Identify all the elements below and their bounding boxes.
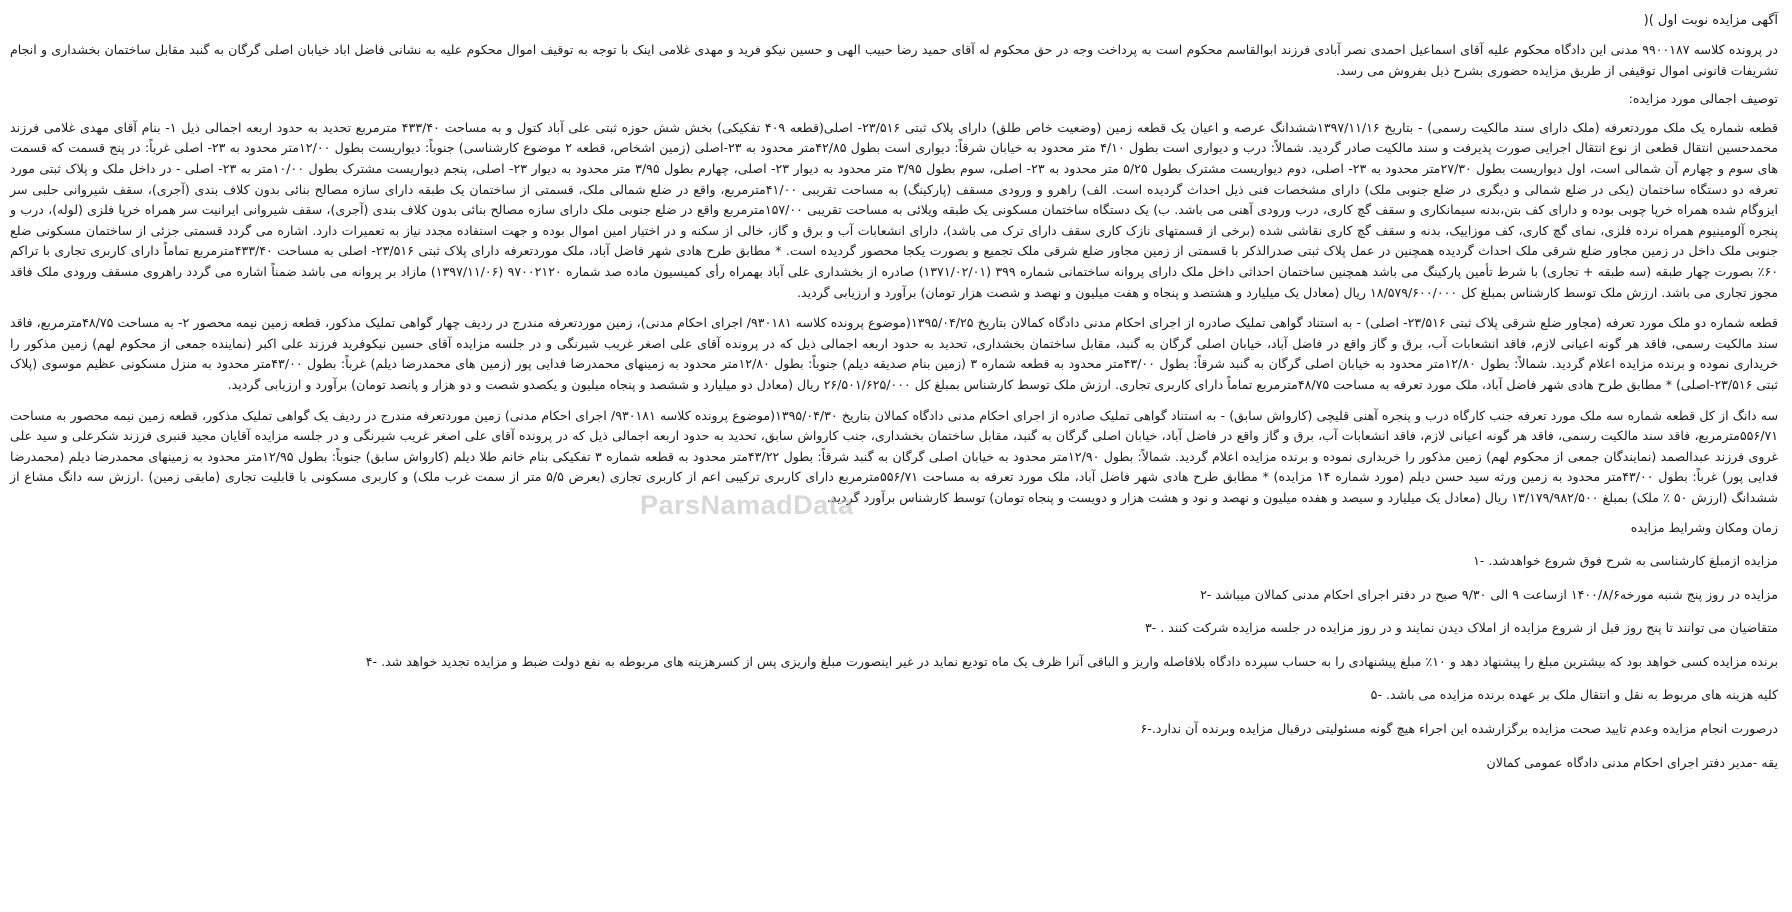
property-item-1: قطعه شماره یک ملک موردتعرفه (ملک دارای سند مالکیت رسمی) - بتاریخ ۱۳۹۷/۱۱/۱۶ششدانگ عرصه و اعیان یک قطعه زمین (وضعیت خاص طلق) دارای پلاک ثبتی ۲۳/۵۱۶- اصلی(قطعه ۴۰۹ تفکیکی) بخش شش حوزه ثبتی علی آباد کتول و به مساحت ۴۳۳/۴۰ مترمربع تحدید به حدود اربعه اجمالی ذیل ۱- بنام آقای مهدی غلامی فرزند محمدحسین انتقال قطعی از نوع انتقال اجرایی صورت پذیرفت و سند مالکیت صادر گردید. شمالاً: درب و دیواری است بطول ۴/۱۰ متر محدود به خیابان شرقاً: دیواری است بطول ۴۲/۸۵متر محدود به ۲۳-اصلی (زمین اشخاص، قطعه ۲ موضوع کارشناسی) جنوباً: دیواریست بطول ۱۲/۰۰متر محدود به ۲۳- اصلی غرباً: در پنج قسمت که قسمت های سوم و چهارم آن شمالی است، اول دیواریست بطول ۲۷/۳۰متر محدود به ۲۳- اصلی، دوم دیواریست مشترک بطول ۵/۲۵ متر محدود به ۲۳- اصلی، سوم بطول ۳/۹۵ متر محدود به دیوار ۲۳- اصلی، چهارم بطول ۳/۹۵ متر محدود به دیوار ۲۳- اصلی، پنجم دیواریست مشترک بطول ۱۰/۰۰متر به ۲۳- اصلی - در داخل ملک و پلاک ثبتی مورد تعرفه دو دستگاه ساختمان (یکی در ضلع شمالی و دیگری در ضلع جنوبی ملک) دارای مشخصات فنی ذیل احداث گردیده است. الف) راهرو و ورودی مسقف (پارکینگ) به مساحت تقریبی ۴۱/۰۰مترمربع، واقع در ضلع شمالی ملک، قسمتی از ساختمان یک طبقه دارای سازه مصالح بنائی بدون کلاف بندی (آجری)، سقف شیروانی حلبی سر ایزوگام شده همراه خرپا چوبی بوده و دارای کف بتن،بدنه سیمانکاری و سقف گچ کاری، درب ورودی آهنی می باشد. ب) یک دستگاه ساختمان مسکونی یک طبقه ویلائی به مساحت تقریبی ۱۵۷/۰۰مترمربع واقع در ضلع جنوبی ملک دارای سازه مصالح بنائی بدون کلاف بندی (آجری)، سقف شیروانی ایرانیت سر همراه خرپا فلزی (لوله)، درب و پنجره آلومینیوم همراه نرده فلزی، نمای گچ کاری، کف موزاییک، بدنه و سقف گچ کاری نقاشی شده (برخی از قسمتهای نازک کاری سقف دارای ترک می باشد)، دارای انشعابات آب و برق و گاز، خالی از سکنه و در اختیار امین اموال بوده و جهت استفاده مجدد نیاز به تعمیرات دارد. اشاره می گردد قسمتی جزئی از ساختمان مسکونی ضلع جنوبی ملک داخل در زمین مجاور ضلع شرقی ملک احداث گردیده همچنین در عمل پلاک ثبتی صدرالذکر با قسمتی از زمین مجاور ضلع شرقی ملک تجمیع و بصورت یکجا محصور گردیده است. * مطابق طرح هادی شهر فاضل آباد، ملک موردتعرفه دارای پلاک ثبتی ۲۳/۵۱۶- اصلی به مساحت ۴۳۳/۴۰مترمربع تماماً دارای کاربری تجاری با تراکم ۶۰٪ بصورت چهار طبقه (سه طبقه + تجاری) با شرط تأمین پارکینگ می باشد همچنین ساختمان احداثی داخل ملک دارای پروانه ساختمانی شماره ۳۹۹ (۱۳۷۱/۰۲/۰۱) صادره از بخشداری علی آباد بهمراه رأی کمیسیون ماده صد شماره ۹۷۰۰۲۱۲۰ (۱۳۹۷/۱۱/۰۶) مازاد بر پروانه می باشد ضمناً اشاره می گردد راهروی مسقف ورودی ملک فاقد مجوز تجاری می باشد. ارزش ملک توسط کارشناس بمبلغ کل ۱۸/۵۷۹/۶۰۰/۰۰۰ ریال (معادل یک میلیارد و هشتصد و پنجاه و هفت میلیون و نهصد و شصت هزار تومان) برآورد و ارزیابی گردید. <box>10 119 1779 300</box>
condition-3: متقاضیان می توانند تا پنج روز قبل از شروع مزایده از املاک دیدن نمایند و در روز مزایده در جلسه مزایده شرکت کنند . -۳ <box>1144 620 1778 636</box>
condition-5: کلیه هزینه های مربوط به نقل و انتقال ملک بر عهده برنده مزایده می باشد. -۵ <box>1370 687 1778 703</box>
watermark-logo: ParsNamadData <box>640 490 854 520</box>
description-heading: توصیف اجمالی مورد مزایده: <box>1628 91 1778 107</box>
property-item-2: قطعه شماره دو ملک مورد تعرفه (مجاور ضلع شرقی پلاک ثبتی ۲۳/۵۱۶- اصلی) - به استناد گواهی تملیک صادره از اجرای احکام مدنی دادگاه کمالان بتاریخ ۱۳۹۵/۰۴/۲۵(موضوع پرونده کلاسه ۹۳۰۱۸۱/ اجرای احکام مدنی)، زمین موردتعرفه مندرج در ردیف چهار گواهی تملیک مذکور، قطعه زمین نیمه محصور ۲- به مساحت ۴۸/۷۵مترمربع، فاقد سند مالکیت رسمی، فاقد هر گونه اعیانی لازم، فاقد انشعابات آب، برق و گاز واقع در فاضل آباد، خیابان اصلی گرگان به گنبد، مقابل ساختمان بخشداری، تحدید به حدود اربعه اجمالی ذیل که در پرونده آقای علی اصغر غریب شیرنگی و در جلسه مزایده آقای حسین نیکوفرید فرزند علی اکبر (نماینده جمعی از محکوم لهم) زمین مذکور را خریداری نموده و برنده مزایده اعلام گردید. شمالاً: بطول ۱۲/۸۰متر محدود به خیابان اصلی گرگان به گنبد شرقاً: بطول ۴۳/۰۰متر محدود به قطعه شماره ۳ (زمین بنام صدیقه دیلم) جنوباً: بطول ۱۲/۸۰متر محدود به زمینهای محمدرضا فدایی پور (زمین های محمدرضا دیلم) غرباً: بطول ۴۳/۰۰متر محدود به منزل مسکونی عظیم موسوی (پلاک ثبتی ۲۳/۵۱۶-اصلی) * مطابق طرح هادی شهر فاضل آباد، ملک مورد تعرفه به مساحت ۴۸/۷۵مترمربع تماماً دارای کاربری تجاری. ارزش ملک توسط کارشناس بمبلغ کل ۲۶/۵۰۱/۶۲۵/۰۰۰ ریال (معادل دو میلیارد و ششصد و پنجاه میلیون و یکصدو شصت و دو هزار و پانصد تومان) برآورد و ارزیابی گردید. <box>10 315 1779 392</box>
condition-2: مزایده در روز پنج شنبه مورخه۱۴۰۰/۸/۶ ازساعت ۹ الی ۹/۳۰ صبح در دفتر اجرای احکام مدنی کمالان میباشد -۲ <box>1200 586 1778 602</box>
condition-6: درصورت انجام مزایده وعدم تایید صحت مزایده برگزارشده این اجراء هیچ گونه مسئولیتی درقبال مزایده وبرنده آن ندارد.-۶ <box>1140 721 1778 737</box>
signature-line: یقه -مدیر دفتر اجرای احکام مدنی دادگاه عمومی کمالان <box>1486 754 1778 770</box>
condition-4: برنده مزایده کسی خواهد بود که بیشترین مبلغ را پیشنهاد دهد و ۱۰٪ مبلغ پیشنهادی را به حساب سپرده دادگاه بلافاصله واریز و الباقی آنرا ظرف یک ماه تودیع نماید در غیر اینصورت مبلغ واریزی پس از کسرهزینه های مربوطه به نفع دولت ضبط و مزایده تجدید خواهد شد. -۴ <box>365 653 1778 669</box>
notice-intro-paragraph: در پرونده کلاسه ۹۹۰۰۱۸۷ مدنی این دادگاه محکوم علیه آقای اسماعیل احمدی نصر آبادی فرزند ابوالقاسم محکوم است به پرداخت وجه در حق محکوم له آقای حمید رضا حبیب الهی و حسین نیکو فرید و مهدی غلامی اینک با توجه به توقیف اموال محکوم علیه به نشانی فاضل اباد خیابان اصلی گرگان به گنبد مقابل ساختمان بخشداری و انجام تشریفات قانونی اموال توقیفی از طریق مزایده حضوری بشرح ذیل بفروش می رسد. <box>10 42 1778 78</box>
condition-1: مزایده ازمبلغ کارشناسی به شرح فوق شروع خواهدشد. -۱ <box>1473 553 1778 569</box>
property-item-3: سه دانگ از کل قطعه شماره سه ملک مورد تعرفه جنب کارگاه درب و پنجره آهنی قلیچی (کارواش سابق) - به استناد گواهی تملیک صادره از اجرای احکام مدنی دادگاه کمالان بتاریخ ۱۳۹۵/۰۴/۳۰(موضوع پرونده کلاسه ۹۳۰۱۸۱/ اجرای احکام مدنی) زمین موردتعرفه مندرج در ردیف یک گواهی تملیک مذکور، قطعه زمین نیمه محصور به مساحت ۵۵۶/۷۱مترمربع، فاقد سند مالکیت رسمی، فاقد هر گونه اعیانی لازم، فاقد انشعابات آب، برق و گاز واقع در فاضل آباد، خیابان اصلی گرگان به گنبد، مقابل ساختمان بخشداری، جنب کارواش سابق، تحدید به حدود اربعه اجمالی ذیل که در پرونده آقای علی اصغر غریب شیرنگی و در جلسه مزایده آقایان مجید قنبری فرزند شکرعلی و سید علی غروی فرزند عبدالصمد (نمایندگان جمعی از محکوم لهم) زمین مذکور را خریداری نموده و برنده مزایده اعلام گردید. شمالاً: بطول ۱۲/۹۰متر محدود به خیابان اصلی گرگان به گنبد شرقاً: بطول ۴۳/۲۲متر محدود به قطعه شماره ۳ تفکیکی بنام خانم طلا دیلم (کارواش سابق) جنوباً: بطول ۱۲/۹۵متر محدود به زمینهای محمدرضا دیلم (محمدرضا فدایی پور) غرباً: بطول ۴۳/۰۰متر محدود به زمین ورثه سید حسن دیلم (مورد شماره ۱۴ مزایده) * مطابق طرح هادی شهر فاضل آباد، ملک مورد تعرفه به مساحت ۵۵۶/۷۱مترمربع دارای کاربری ترکیبی اعم از کاربری تجاری (بعرض ۵/۵ متر از سمت غرب ملک) و کاربری مسکونی با قابلیت تجاری (مابقی زمین) .ارزش سه دانگ مشاع از ششدانگ (ارزش ۵۰ ٪ ملک) بمبلغ ۱۳/۱۷۹/۹۸۲/۵۰۰ ریال (معادل یک میلیارد و سیصد و هفده میلیون و نهصد و نود و هشت هزار و دویست و پنجاه تومان) توسط کارشناس برآورد گردید. <box>10 407 1778 505</box>
conditions-heading: زمان ومکان وشرایط مزایده <box>1630 520 1778 536</box>
notice-title: آگهی مزایده نوبت اول )( <box>1643 13 1778 28</box>
